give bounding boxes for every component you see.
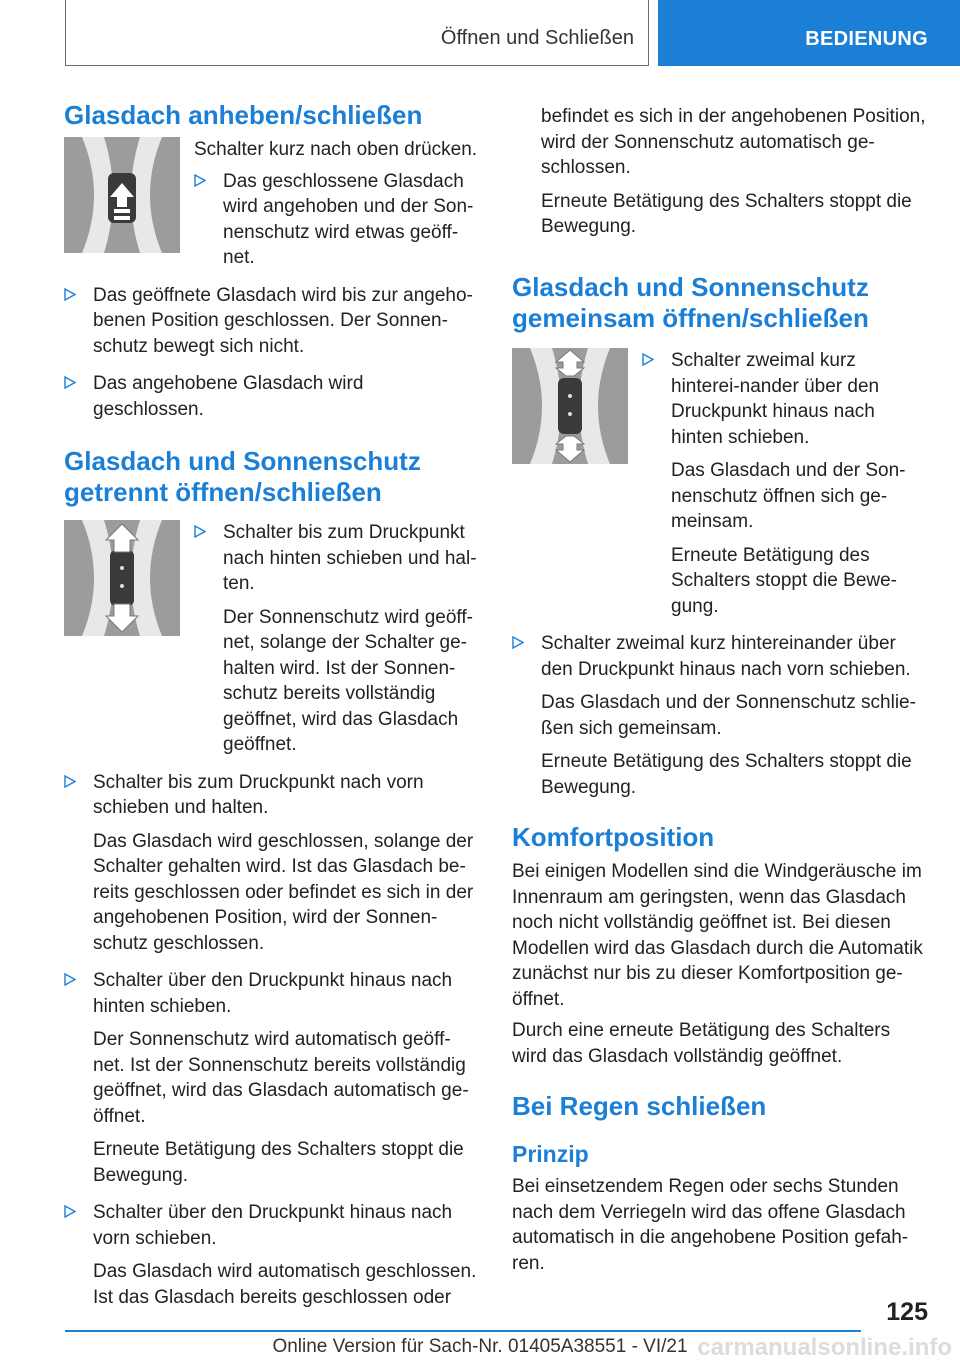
switch-up-image: [64, 137, 180, 253]
figure-row-2: [64, 520, 478, 758]
list-item-text: Schalter bis zum Druckpunkt nach vorn schieben und halten.: [93, 771, 424, 818]
list-item-paragraph: Das Glasdach und der Sonnenschutz schlie-ßen sich gemeinsam.: [541, 692, 916, 739]
list-item-paragraph: Der Sonnenschutz wird geöff-net, solange der Schalter ge-halten wird. Ist der Sonnen-schutz bereits vollständig geöffnet, wird das Glasdach geöffnet.: [223, 606, 473, 755]
triangle-bullet-icon: [64, 973, 76, 986]
triangle-bullet-icon: [64, 1205, 76, 1218]
list-item: [194, 169, 478, 271]
heading-gemeinsam: Glasdach und Sonnenschutz gemeinsam öffnen/schließen: [512, 272, 869, 333]
list-item: [64, 770, 478, 957]
list-item: [642, 348, 926, 619]
chapter-title: Öffnen und Schließen: [440, 27, 634, 49]
list-item-text: Das geöffnete Glasdach wird bis zur angeho-benen Position geschlossen. Der Sonnen-schutz bewegt sich nicht.: [93, 284, 473, 357]
triangle-bullet-icon: [512, 636, 524, 649]
list-item-text: Das geschlossene Glasdach wird angehoben und der Son-nenschutz wird etwas geöff-net.: [223, 170, 474, 268]
list-item-paragraph: Das Glasdach wird automatisch geschlossen. Ist das Glasdach bereits geschlossen oder: [93, 1261, 477, 1308]
triangle-bullet-icon: [64, 288, 76, 301]
subheading-prinzip: Prinzip: [512, 1141, 589, 1167]
list-item-text: Schalter über den Druckpunkt hinaus nach hinten schieben.: [93, 970, 453, 1017]
footer-online-version: Online Version für Sach-Nr. 01405A38551 - VI/21: [272, 1336, 688, 1357]
list-item: [64, 1200, 478, 1310]
paragraph: Bei einigen Modellen sind die Windgeräusche im Innenraum am geringsten, wenn das Glasdach noch nicht vollständig geöffnet ist. Bei diesen Modellen wird das Glasdach durch die Automatik zunächst nur bis zu dieser Komfortposition ge-öffnet.: [512, 861, 923, 1010]
switch-double-image: [512, 348, 628, 464]
list-item: [64, 371, 478, 422]
paragraph: Durch eine erneute Betätigung des Schalters wird das Glasdach vollständig geöffnet.: [512, 1020, 891, 1067]
right-column: [512, 272, 926, 1276]
list-item-paragraph: Das Glasdach wird geschlossen, solange der Schalter gehalten wird. Ist das Glasdach be-reits geschlossen oder befindet es sich in der angehobenen Position, wird der Sonnen-schutz geschlossen.: [93, 830, 474, 954]
list-item-text: Schalter zweimal kurz hinterei-nander über den Druckpunkt hinaus nach hinten schieben.: [671, 350, 880, 448]
triangle-bullet-icon: [64, 775, 76, 788]
figure-row-1: [64, 137, 478, 271]
paragraph: befindet es sich in der angehobenen Position, wird der Sonnenschutz automatisch ge-schlossen.: [541, 106, 926, 178]
list-item: [64, 968, 478, 1188]
right-column-continuation: [541, 104, 926, 240]
list-item-paragraph: Erneute Betätigung des Schalters stoppt die Bewegung.: [541, 751, 912, 798]
header-section-tab: [658, 0, 960, 66]
triangle-bullet-icon: [194, 174, 206, 187]
list-item: [194, 520, 478, 758]
section-title: BEDIENUNG: [805, 28, 928, 50]
paragraph: Schalter kurz nach oben drücken.: [194, 139, 478, 160]
switch-slide-image: [64, 520, 180, 636]
triangle-bullet-icon: [64, 376, 76, 389]
figure-row-3: [512, 348, 926, 619]
header-chapter-box: [65, 0, 649, 66]
heading-bei-regen: Bei Regen schließen: [512, 1091, 767, 1121]
heading-komfortposition: Komfortposition: [512, 822, 715, 852]
list-item-text: Das angehobene Glasdach wird geschlossen.: [93, 373, 364, 420]
paragraph: Bei einsetzendem Regen oder sechs Stunden nach dem Verriegeln wird das offene Glasdach automatisch in die angehobene Position gefah-ren.: [512, 1176, 909, 1274]
footer-rule: [65, 1330, 861, 1332]
triangle-bullet-icon: [642, 353, 654, 366]
heading-getrennt: Glasdach und Sonnenschutz getrennt öffnen/schließen: [64, 446, 421, 507]
heading-glasdach-anheben: Glasdach anheben/schließen: [64, 100, 423, 130]
list-item: [64, 283, 478, 360]
list-item-paragraph: Erneute Betätigung des Schalters stoppt die Bewegung.: [93, 1139, 464, 1186]
list-item-text: Schalter über den Druckpunkt hinaus nach vorn schieben.: [93, 1202, 453, 1249]
list-item-text: Schalter zweimal kurz hintereinander über den Druckpunkt hinaus nach vorn schieben.: [541, 633, 911, 680]
list-item-paragraph: Das Glasdach und der Son-nenschutz öffnen sich ge-meinsam.: [671, 460, 906, 532]
list-item-paragraph: Der Sonnenschutz wird automatisch geöff-net. Ist der Sonnenschutz bereits vollständig geöffnet, wird das Glasdach automatisch ge-öffnet.: [93, 1029, 469, 1127]
list-item: [512, 631, 926, 800]
paragraph: Erneute Betätigung des Schalters stoppt die Bewegung.: [541, 190, 912, 237]
left-column: [64, 100, 478, 1310]
triangle-bullet-icon: [194, 525, 206, 538]
watermark: carmanualsonline.info: [697, 1334, 952, 1361]
list-item-paragraph: Erneute Betätigung des Schalters stoppt die Bewe-gung.: [671, 544, 898, 617]
page-number: 125: [886, 1298, 928, 1326]
list-item-text: Schalter bis zum Druckpunkt nach hinten schieben und hal-ten.: [223, 522, 477, 594]
